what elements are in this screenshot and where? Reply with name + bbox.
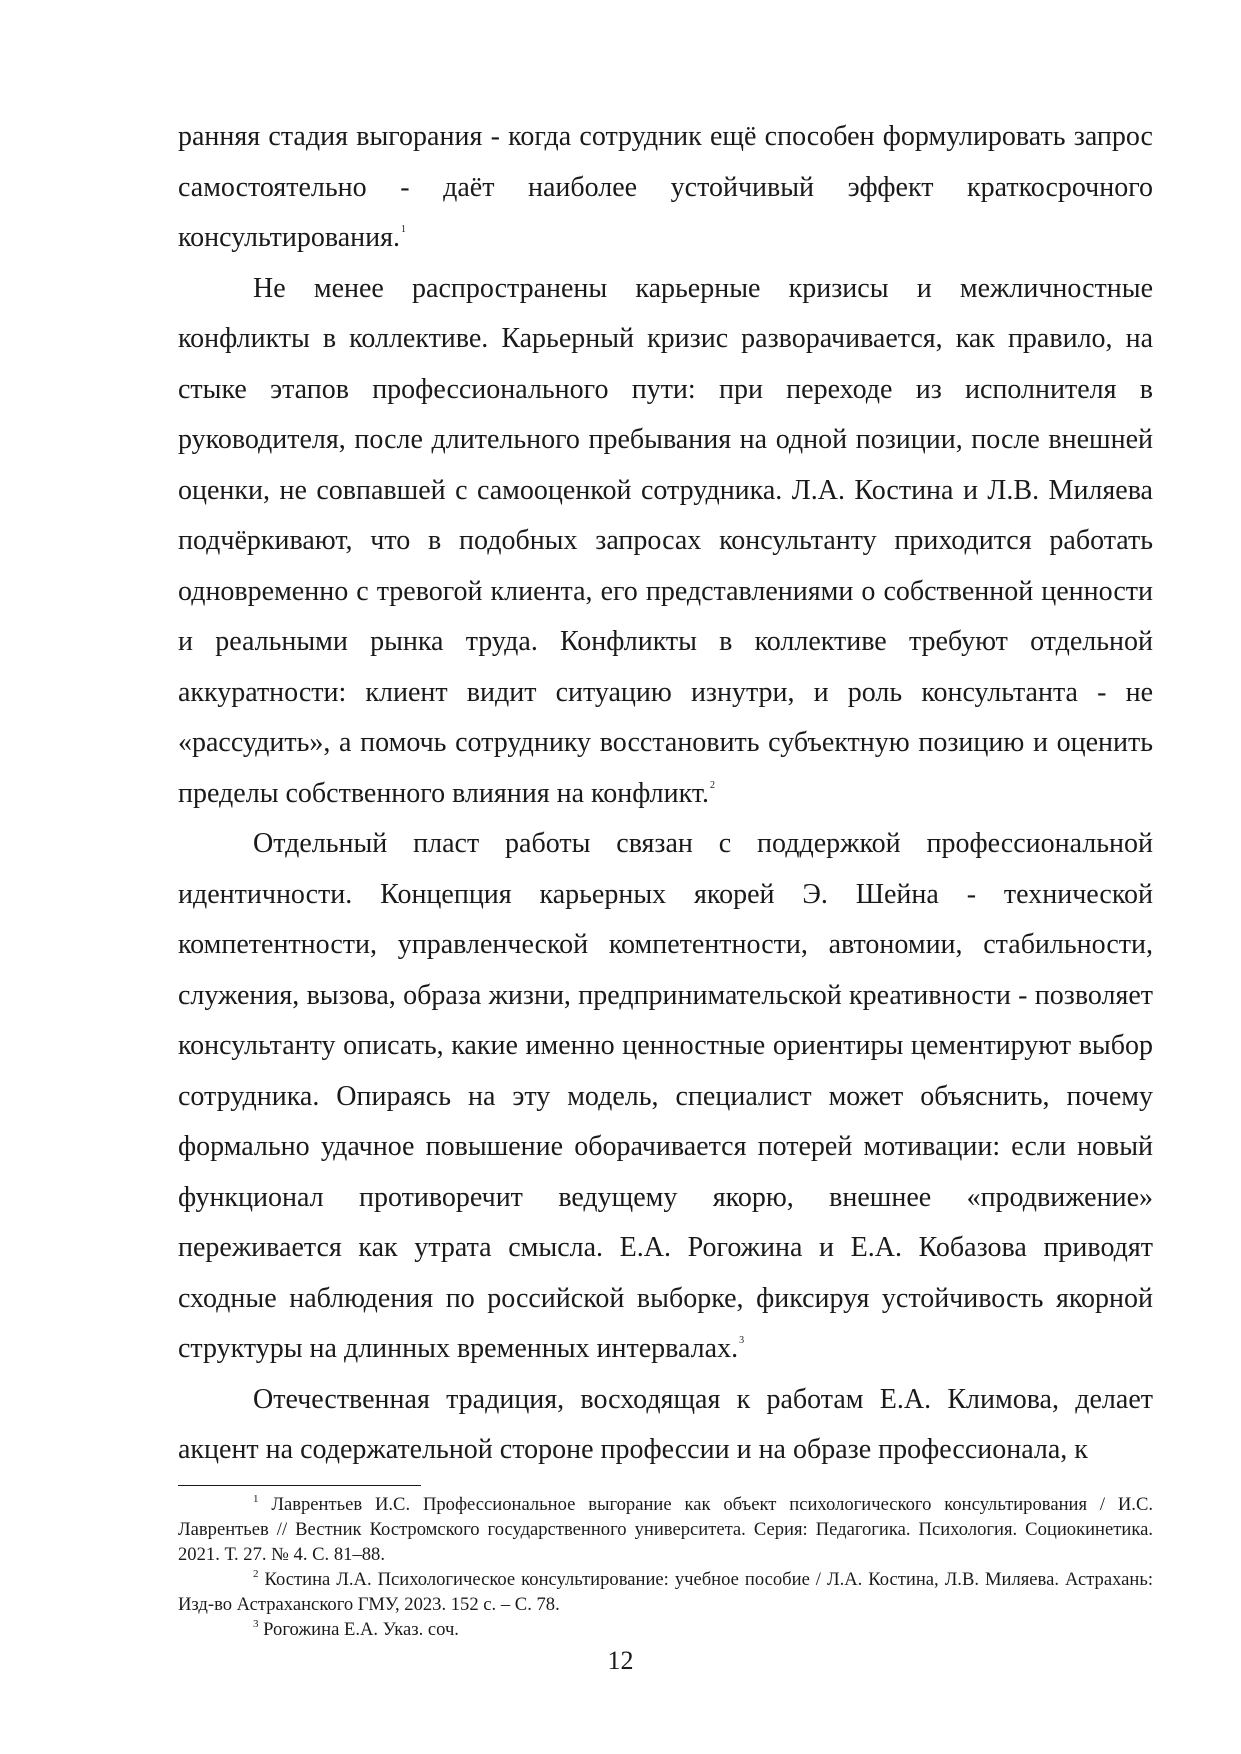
paragraph-text: Отдельный пласт работы связан с поддержкой профессиональной идентичности. Концепция карьерных якорей Э. Шейна - технической компетентности, управленческой компетентности, автономии, стабильности, служения, вызова, образа жизни, предпринимательской креативности - позволяет консультанту описать, какие именно ценностные ориентиры цементируют выбор сотрудника. Опираясь на эту модель, специалист может объяснить, почему формально удачное повышение оборачивается потерей мотивации: если новый функционал противоречит ведущему якорю, внешнее «продвижение» переживается как утрата смысла. Е.А. Рогожина и Е.А. Кобазова приводят сходные наблюдения по российской выборке, фиксируя устойчивость якорной структуры на длинных временных интервалах. (178, 828, 1153, 1364)
body-text (178, 112, 1153, 1476)
footnote-reference[interactable]: 3 (739, 1335, 745, 1346)
paragraph-text: Отечественная традиция, восходящая к работам Е.А. Климова, делает акцент на содержательной стороне профессии и на образе профессионала, к (178, 1383, 1153, 1465)
footnotes (178, 1492, 1153, 1642)
paragraph-text: ранняя стадия выгорания - когда сотрудник ещё способен формулировать запрос самостоятельно - даёт наиболее устойчивый эффект краткосрочного консультирования. (178, 121, 1153, 253)
footnote-reference[interactable]: 1 (401, 224, 407, 235)
footnote (178, 1617, 1153, 1642)
paragraph-continuation (178, 112, 1153, 264)
paragraph-text: Не менее распространены карьерные кризисы и межличностные конфликты в коллективе. Карьерный кризис разворачивается, как правило, на стыке этапов профессионального пути: при переходе из исполнителя в руководителя, после длительного пребывания на одной позиции, после внешней оценки, не совпавшей с самооценкой сотрудника. Л.А. Костина и Л.В. Миляева подчёркивают, что в подобных запросах консультанту приходится работать одновременно с тревогой клиента, его представлениями о собственной ценности и реальными рынка труда. Конфликты в коллективе требуют отдельной аккуратности: клиент видит ситуацию изнутри, и роль консультанта - не «рассудить», а помочь сотруднику восстановить субъектную позицию и оценить пределы собственного влияния на конфликт. (178, 272, 1153, 809)
footnote-number: 3 (253, 1618, 259, 1630)
page-number: 12 (607, 1646, 634, 1675)
footnote-number: 2 (253, 1568, 259, 1580)
paragraph (178, 819, 1153, 1375)
footnote-separator (178, 1485, 421, 1486)
paragraph (178, 1375, 1153, 1476)
footnote-text: Лаврентьев И.С. Профессиональное выгорание как объект психологического консультирования / И.С. Лаврентьев // Вестник Костромского государственного университета. Серия: Педагогика. Психология. Социокинетика. 2021. Т. 27. № 4. С. 81–88. (178, 1494, 1154, 1565)
paragraph (178, 264, 1153, 820)
footnote-number: 1 (253, 1493, 259, 1505)
footnote-text: Рогожина Е.А. Указ. соч. (263, 1619, 459, 1640)
footnote-text: Костина Л.А. Психологическое консультирование: учебное пособие / Л.А. Костина, Л.В. Миляева. Астрахань: Изд-во Астраханского ГМУ, 2023. 152 с. – С. 78. (178, 1569, 1153, 1615)
footnote (178, 1567, 1153, 1617)
footnote-reference[interactable]: 2 (709, 779, 715, 791)
footnote (178, 1492, 1153, 1567)
